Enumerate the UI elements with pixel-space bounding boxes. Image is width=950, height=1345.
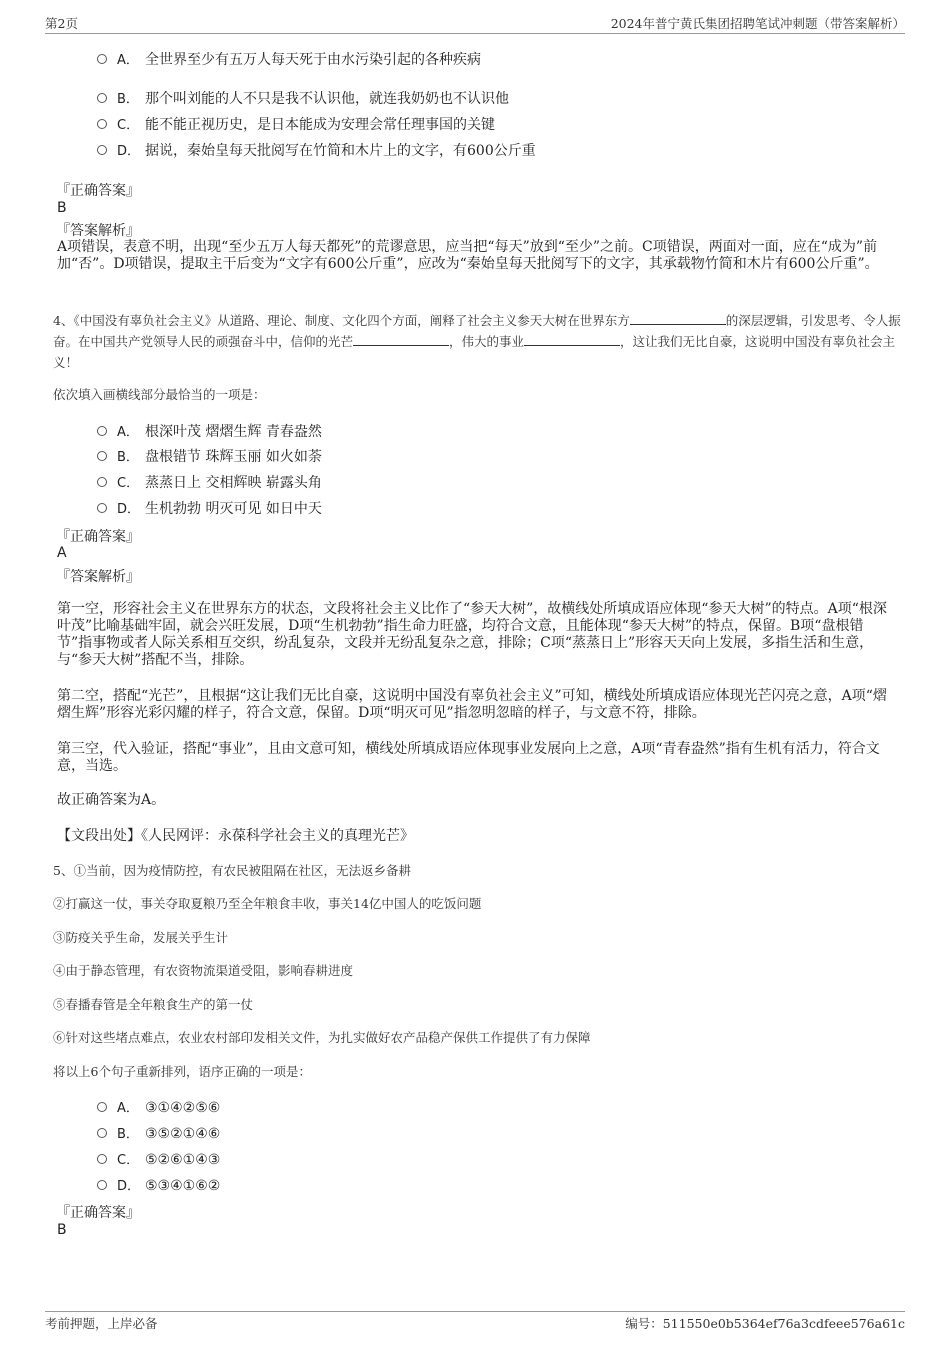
q3-analysis-label: 『答案解析』 [56,223,140,239]
q4-stem: 4、《中国没有辜负社会主义》从道路、理论、制度、文化四个方面，阐释了社会主义参天大树在世界东方 的深层逻辑，引发思考、令人振奋。在中国共产党领导人民的顽强奋斗中，信仰的光芒 ，伟大的事业 ，这让我们无比自豪，这说明中国没有辜负社会主义！ [53,313,901,370]
q5-prompt: 将以上6个句子重新排列，语序正确的一项是： [53,1064,311,1079]
radio-icon[interactable] [97,426,107,436]
q4-answer-label: 『正确答案』 [56,529,140,545]
q5-option-c[interactable]: C． ⑤②⑥①④③ [97,1149,220,1168]
q5-option-a[interactable]: A． ③①④②⑤⑥ [97,1097,220,1116]
document-id: 编号：511550e0b5364ef76a3cdfeee576a61c [625,1316,905,1331]
radio-icon[interactable] [97,477,107,487]
q4-option-c[interactable]: C． 蒸蒸日上 交相辉映 崭露头角 [97,472,322,492]
q4-analysis-para-3: 第三空，代入验证，搭配“事业”，且由文意可知，横线处所填成语应体现事业发展向上之意，A项“青春盎然”指有生机有活力，符合文意，当选。 [57,741,880,774]
q4-analysis-label: 『答案解析』 [56,569,140,585]
radio-icon[interactable] [97,1154,107,1164]
radio-icon[interactable] [97,451,107,461]
q3-answer: B [57,200,67,216]
radio-icon[interactable] [97,145,107,155]
page-number: 第2页 [45,16,78,31]
q4-analysis-para-4: 故正确答案为A。 [57,792,166,808]
q4-option-a[interactable]: A． 根深叶茂 熠熠生辉 青春盎然 [97,421,322,441]
blank-line [630,312,726,325]
q5-sentence-2: ②打赢这一仗，事关夺取夏粮乃至全年粮食丰收，事关14亿中国人的吃饭问题 [53,896,482,911]
radio-icon[interactable] [97,54,107,64]
q3-option-b[interactable]: B． 那个叫刘能的人不只是我不认识他，就连我奶奶也不认识他 [97,88,509,108]
q5-option-b[interactable]: B． ③⑤②①④⑥ [97,1123,220,1142]
q3-analysis: A项错误，表意不明，出现“至少五万人每天都死”的荒谬意思，应当把“每天”放到“至少”之前。C项错误，两面对一面，应在“成为”前加“否”。D项错误，提取主干后变为“文字有600公斤重”，应改为“秦始皇每天批阅写下的文字，其承载物竹简和木片有600公斤重”。 [57,239,879,272]
q4-source: 【文段出处】《人民网评：永葆科学社会主义的真理光芒》 [57,828,414,844]
q5-answer: B [57,1222,67,1238]
q5-sentence-3: ③防疫关乎生命，发展关乎生计 [53,930,229,945]
header-rule [45,33,905,34]
q4-option-d[interactable]: D． 生机勃勃 明灭可见 如日中天 [97,498,322,518]
q5-option-d[interactable]: D． ⑤③④①⑥② [97,1175,220,1194]
q4-prompt: 依次填入画横线部分最恰当的一项是： [53,387,266,402]
radio-icon[interactable] [97,119,107,129]
radio-icon[interactable] [97,1128,107,1138]
radio-icon[interactable] [97,1102,107,1112]
document-title: 2024年普宁黄氏集团招聘笔试冲刺题（带答案解析） [610,16,905,31]
q4-analysis-para-1: 第一空，形容社会主义在世界东方的状态，文段将社会主义比作了“参天大树”，故横线处所填成语应体现“参天大树”的特点。A项“根深叶茂”比喻基础牢固，就会兴旺发展，D项“生机勃勃”指生命力旺盛，均符合文意，且能体现“参天大树”的特点，保留。B项“盘根错节”指事物或者人际关系相互交织，纷乱复杂，文段并无纷乱复杂之意，排除；C项“蒸蒸日上”形容天天向上发展，多指生活和生意，与“参天大树”搭配不当，排除。 [57,601,887,668]
footer-rule [45,1311,905,1312]
radio-icon[interactable] [97,503,107,513]
blank-line [524,333,620,346]
q5-answer-label: 『正确答案』 [56,1205,140,1221]
blank-line [353,333,449,346]
q5-sentence-6: ⑥针对这些堵点难点，农业农村部印发相关文件，为扎实做好农产品稳产保供工作提供了有力保障 [53,1030,591,1045]
q4-analysis-para-2: 第二空，搭配“光芒”，且根据“这让我们无比自豪，这说明中国没有辜负社会主义”可知，横线处所填成语应体现光芒闪亮之意，A项“熠熠生辉”形容光彩闪耀的样子，符合文意，保留。D项“明灭可见”指忽明忽暗的样子，与文意不符，排除。 [57,688,887,721]
radio-icon[interactable] [97,1180,107,1190]
q4-answer: A [57,545,67,561]
q3-answer-label: 『正确答案』 [56,183,140,199]
q3-option-a[interactable]: A． 全世界至少有五万人每天死于由水污染引起的各种疾病 [97,49,481,69]
q4-option-b[interactable]: B． 盘根错节 珠辉玉丽 如火如荼 [97,446,322,466]
radio-icon[interactable] [97,93,107,103]
q3-option-c[interactable]: C． 能不能正视历史，是日本能成为安理会常任理事国的关键 [97,114,495,134]
q5-sentence-1: 5、①当前，因为疫情防控，有农民被阻隔在社区，无法返乡备耕 [53,863,411,878]
q5-sentence-5: ⑤春播春管是全年粮食生产的第一仗 [53,997,254,1012]
q3-option-d[interactable]: D． 据说，秦始皇每天批阅写在竹简和木片上的文字，有600公斤重 [97,140,536,160]
footer-slogan: 考前押题，上岸必备 [45,1316,158,1331]
q5-sentence-4: ④由于静态管理，有农资物流渠道受阻，影响春耕进度 [53,963,354,978]
